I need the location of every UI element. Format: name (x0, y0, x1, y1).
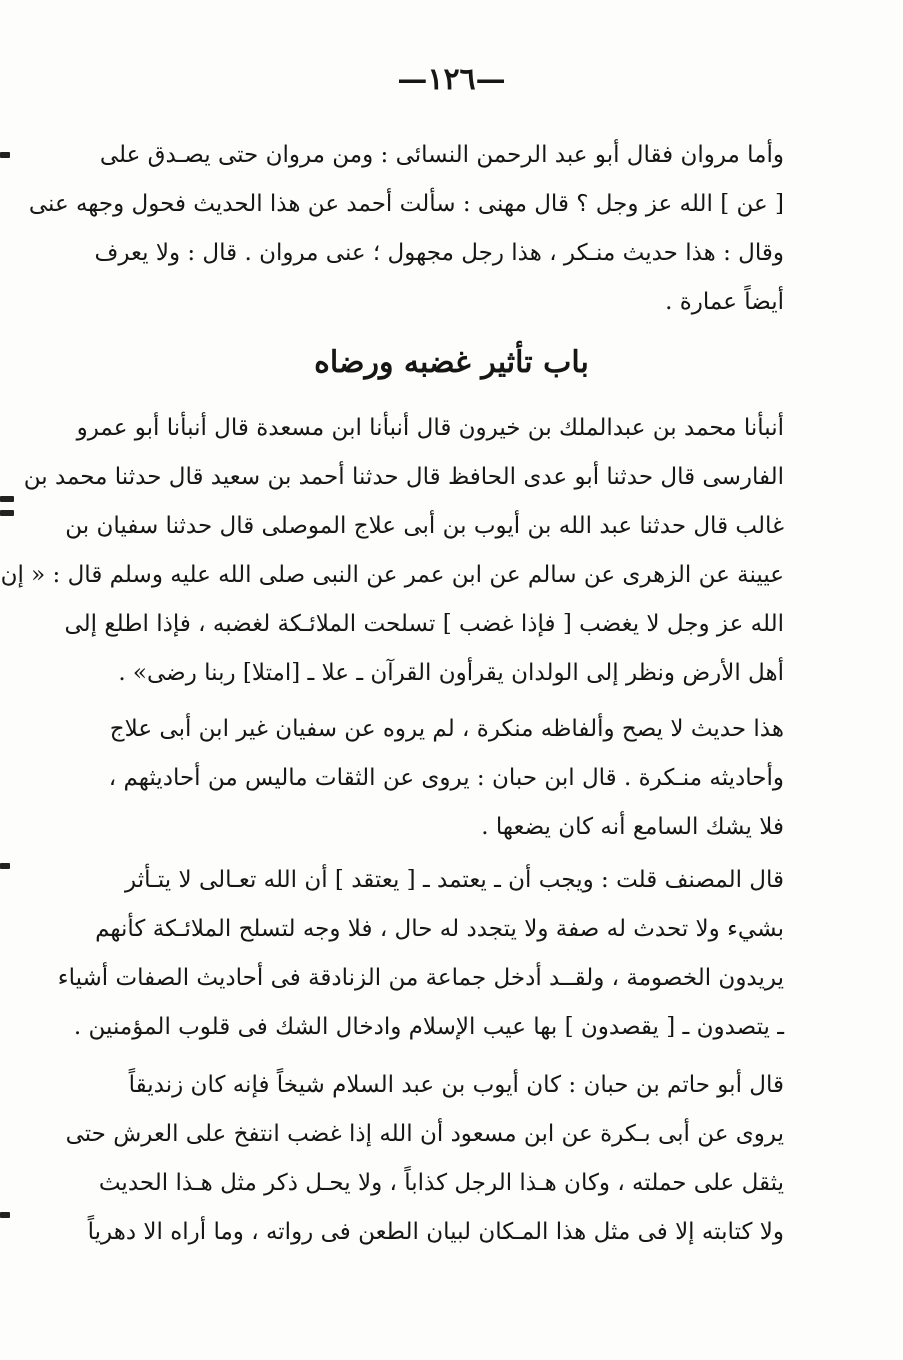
text-line: الله عز وجل لا يغضب [ فإذا غضب ] تسلحت الملائـكة لغضبه ، فإذا اطلع إلى (64, 611, 784, 637)
text-line: فلا يشك السامع أنه كان يضعها . (481, 814, 784, 840)
text-line: وقال : هذا حديث منـكر ، هذا رجل مجهول ؛ عنى مروان . قال : ولا يعرف (94, 240, 784, 266)
paragraph-author-comment (57, 856, 784, 1052)
paragraph-abu-hatim (65, 1061, 784, 1257)
margin-mark (0, 863, 10, 869)
margin-mark (0, 510, 14, 516)
margin-mark (0, 496, 14, 502)
text-line: ولا كتابته إلا فى مثل هذا المـكان لبيان الطعن فى رواته ، وما أراه الا دهرياً (87, 1219, 784, 1245)
paragraph-hadith-judgement (108, 705, 784, 852)
paragraph-marwan (28, 131, 784, 327)
text-line: وأحاديثه منـكرة . قال ابن حبان : يروى عن الثقات ماليس من أحاديثهم ، (108, 765, 784, 791)
text-line: [ عن ] الله عز وجل ؟ قال مهنى : سألت أحمد عن هذا الحديث فحول وجهه عنى (28, 191, 784, 217)
paragraph-isnad (0, 404, 784, 698)
text-line: ـ يتصدون ـ [ يقصدون ] بها عيب الإسلام وادخال الشك فى قلوب المؤمنين . (73, 1014, 784, 1040)
text-line: عيينة عن الزهرى عن سالم عن ابن عمر عن النبى صلى الله عليه وسلم قال : « إن (0, 562, 784, 588)
text-line: قال المصنف قلت : ويجب أن ـ يعتمد ـ [ يعتقد ] أن الله تعـالى لا يتـأثر (125, 867, 784, 893)
text-line: الفارسى قال حدثنا أبو عدى الحافظ قال حدثنا أحمد بن سعيد قال حدثنا محمد بن (23, 464, 784, 490)
text-line: بشيء ولا تحدث له صفة ولا يتجدد له حال ، فلا وجه لتسلح الملائـكة كأنهم (95, 916, 784, 942)
text-line: قال أبو حاتم بن حبان : كان أيوب بن عبد السلام شيخاً فإنه كان زنديقاً (128, 1072, 784, 1098)
margin-mark (0, 152, 10, 158)
page-number: —١٢٦— (397, 62, 506, 97)
text-line: هذا حديث لا يصح وألفاظه منكرة ، لم يروه عن سفيان غير ابن أبى علاج (109, 716, 784, 742)
text-line: يريدون الخصومة ، ولقــد أدخل جماعة من الزنادقة فى أحاديث الصفات أشياء (57, 965, 784, 991)
text-line: أنبأنا محمد بن عبدالملك بن خيرون قال أنبأنا ابن مسعدة قال أنبأنا أبو عمرو (76, 415, 784, 441)
text-line: أهل الأرض ونظر إلى الولدان يقرأون القرآن ـ علا ـ [امتلا] ربنا رضى» . (118, 660, 784, 686)
margin-mark (0, 1212, 10, 1218)
text-line: يروى عن أبى بـكرة عن ابن مسعود أن الله إذا غضب انتفخ على العرش حتى (65, 1121, 784, 1147)
text-line: وأما مروان فقال أبو عبد الرحمن النسائى : ومن مروان حتى يصـدق على (99, 142, 784, 168)
chapter-heading: باب تأثير غضبه ورضاه (314, 345, 589, 380)
text-line: غالب قال حدثنا عبد الله بن أيوب بن أبى علاج الموصلى قال حدثنا سفيان بن (65, 513, 784, 539)
text-line: يثقل على حملته ، وكان هـذا الرجل كذاباً ، ولا يحـل ذكر مثل هـذا الحديث (98, 1170, 784, 1196)
text-line: أيضاً عمارة . (665, 289, 784, 315)
